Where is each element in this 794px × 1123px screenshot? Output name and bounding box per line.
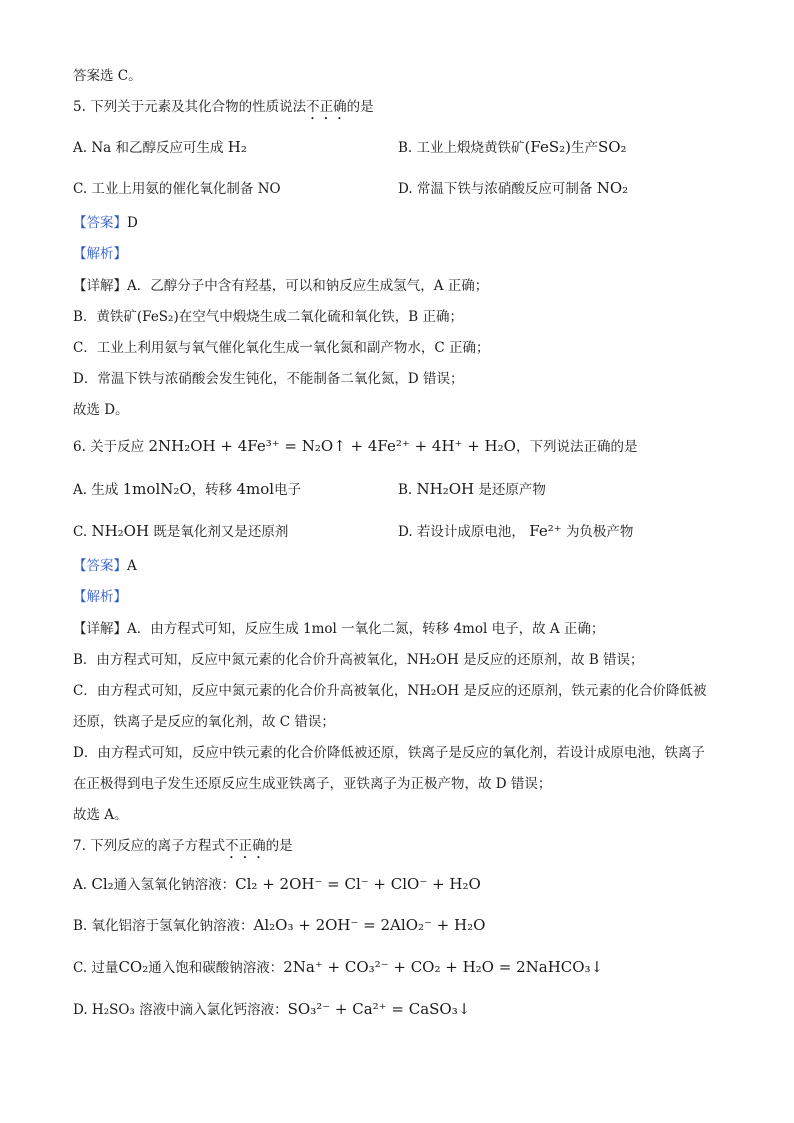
q7-option-d-pre: D. H₂SO₃ 溶液中滴入氯化钙溶液： bbox=[73, 1002, 288, 1018]
q4-conclusion: 答案选 C。 bbox=[73, 68, 142, 84]
q5-answer-value: D bbox=[127, 215, 138, 231]
q6-option-c-formula: NH₂OH bbox=[91, 522, 150, 540]
q7-option-c-equation: 2Na⁺ + CO₃²⁻ + CO₂ + H₂O = 2NaHCO₃↓ bbox=[283, 958, 604, 976]
q5-option-d bbox=[398, 177, 628, 197]
q6-option-a-pre: A. 生成 bbox=[73, 482, 119, 498]
q6-detail-4b: 在正极得到电子发生还原反应生成亚铁离子，亚铁离子为正极产物，故 D 错误； bbox=[73, 776, 552, 792]
q6-stem-pre: 6. 关于反应 bbox=[73, 439, 145, 455]
q5-option-b bbox=[398, 136, 627, 156]
q5-option-d-formula: NO₂ bbox=[596, 179, 629, 197]
q6-option-a-formula2: 4mol bbox=[236, 480, 275, 498]
q5-option-a bbox=[73, 136, 247, 156]
q5-option-a-formula: H₂ bbox=[227, 138, 247, 156]
q7-option-d-equation: SO₃²⁻ + Ca²⁺ = CaSO₃↓ bbox=[287, 1000, 471, 1018]
q5-conclusion: 故选 D。 bbox=[73, 402, 129, 418]
q6-option-a-post: 电子 bbox=[274, 482, 302, 498]
q6-detail-4a: D．由方程式可知，反应中铁元素的化合价降低被还原，铁离子是反应的氧化剂，若设计成原电池，铁离子 bbox=[73, 745, 705, 761]
q5-stem bbox=[73, 97, 734, 123]
q6-option-c-post: 既是氧化剂又是还原剂 bbox=[153, 524, 289, 540]
q6-stem-post: ，下列说法正确的是 bbox=[515, 439, 638, 455]
q7-stem-post: 的是 bbox=[265, 838, 293, 854]
q5-answer bbox=[73, 213, 734, 233]
q6-option-c bbox=[73, 520, 288, 540]
q5-detail-2: B．黄铁矿(FeS₂)在空气中煅烧生成二氧化硫和氧化铁，B 正确； bbox=[73, 309, 463, 325]
q6-option-a bbox=[73, 478, 301, 498]
q7-option-a-formula: Cl₂ bbox=[91, 875, 114, 893]
q5-option-b-text: B. 工业上煅烧黄铁矿 bbox=[398, 140, 525, 156]
q6-option-b bbox=[398, 478, 546, 498]
q6-option-a-mid: ，转移 bbox=[191, 482, 233, 498]
q5-option-b-formula2: SO₂ bbox=[597, 138, 627, 156]
q7-option-a bbox=[73, 873, 481, 893]
q5-option-b-formula: (FeS₂) bbox=[524, 138, 571, 156]
q7-option-b-equation: Al₂O₃ + 2OH⁻ = 2AlO₂⁻ + H₂O bbox=[253, 916, 486, 934]
q5-option-d-text: D. 常温下铁与浓硝酸反应可制备 bbox=[398, 181, 593, 197]
q6-stem-equation: 2NH₂OH + 4Fe³⁺ = N₂O↑ + 4Fe²⁺ + 4H⁺ + H₂O bbox=[148, 437, 516, 455]
q7-option-b bbox=[73, 914, 485, 934]
q7-stem-emphasis: 不正确 bbox=[225, 838, 266, 854]
q7-option-c bbox=[73, 956, 603, 976]
q7-option-c-formula: CO₂ bbox=[118, 958, 149, 976]
q7-stem bbox=[73, 836, 734, 862]
q6-detail-1: 【详解】A．由方程式可知，反应生成 1mol 一氧化二氮，转移 4mol 电子，故 A 正确； bbox=[73, 621, 605, 637]
q6-option-a-formula: 1molN₂O bbox=[122, 480, 192, 498]
q6-option-b-formula: NH₂OH bbox=[416, 480, 475, 498]
q5-analysis-label: 【解析】 bbox=[73, 246, 127, 262]
q7-option-a-mid: 通入氢氧化钠溶液： bbox=[113, 877, 236, 893]
q6-answer-label: 【答案】 bbox=[73, 558, 127, 574]
q7-option-b-pre: B. 氧化铝溶于氢氧化钠溶液： bbox=[73, 918, 254, 934]
q7-option-a-equation: Cl₂ + 2OH⁻ = Cl⁻ + ClO⁻ + H₂O bbox=[235, 875, 481, 893]
q5-option-b-post: 生产 bbox=[570, 140, 598, 156]
q6-detail-3b: 还原，铁离子是反应的氧化剂，故 C 错误； bbox=[73, 714, 335, 730]
q5-stem-emphasis: 不正确 bbox=[306, 99, 347, 115]
q6-answer-value: A bbox=[127, 558, 137, 574]
q6-option-d-post: 为负极产物 bbox=[565, 524, 634, 540]
q6-analysis-label: 【解析】 bbox=[73, 589, 127, 605]
q5-stem-pre: 5. 下列关于元素及其化合物的性质说法 bbox=[73, 99, 307, 115]
q6-detail-2: B．由方程式可知，反应中氮元素的化合价升高被氧化，NH₂OH 是反应的还原剂，故 B 错误； bbox=[73, 652, 644, 668]
q6-option-b-pre: B. bbox=[398, 482, 413, 498]
q7-option-c-pre: C. 过量 bbox=[73, 960, 119, 976]
q7-option-a-pre: A. bbox=[73, 877, 88, 893]
q6-option-d-formula: Fe²⁺ bbox=[529, 522, 562, 540]
q6-stem bbox=[73, 436, 734, 457]
q5-option-c: C. 工业上用氨的催化氧化制备 NO bbox=[73, 181, 281, 197]
q6-option-c-pre: C. bbox=[73, 524, 88, 540]
q6-option-b-post: 是还原产物 bbox=[478, 482, 546, 498]
q5-detail-3: C．工业上利用氨与氧气催化氧化生成一氧化氮和副产物水，C 正确； bbox=[73, 340, 490, 356]
q6-option-d bbox=[398, 520, 633, 540]
q7-option-c-mid: 通入饱和碳酸钠溶液： bbox=[148, 960, 284, 976]
q5-option-a-text: A. Na 和乙醇反应可生成 bbox=[73, 140, 224, 156]
q5-answer-label: 【答案】 bbox=[73, 215, 127, 231]
q6-conclusion: 故选 A。 bbox=[73, 807, 128, 823]
q7-option-d bbox=[73, 998, 470, 1018]
q7-stem-pre: 7. 下列反应的离子方程式 bbox=[73, 838, 226, 854]
q5-detail-4: D．常温下铁与浓硝酸会发生钝化，不能制备二氧化氮，D 错误； bbox=[73, 371, 464, 387]
q6-answer bbox=[73, 556, 734, 576]
q6-detail-3a: C．由方程式可知，反应中氮元素的化合价升高被氧化，NH₂OH 是反应的还原剂，铁元素的化合价降低被 bbox=[73, 683, 707, 699]
q5-stem-post: 的是 bbox=[346, 99, 374, 115]
q6-option-d-pre: D. 若设计成原电池， bbox=[398, 524, 525, 540]
q5-detail-1: 【详解】A．乙醇分子中含有羟基，可以和钠反应生成氢气，A 正确； bbox=[73, 278, 489, 294]
